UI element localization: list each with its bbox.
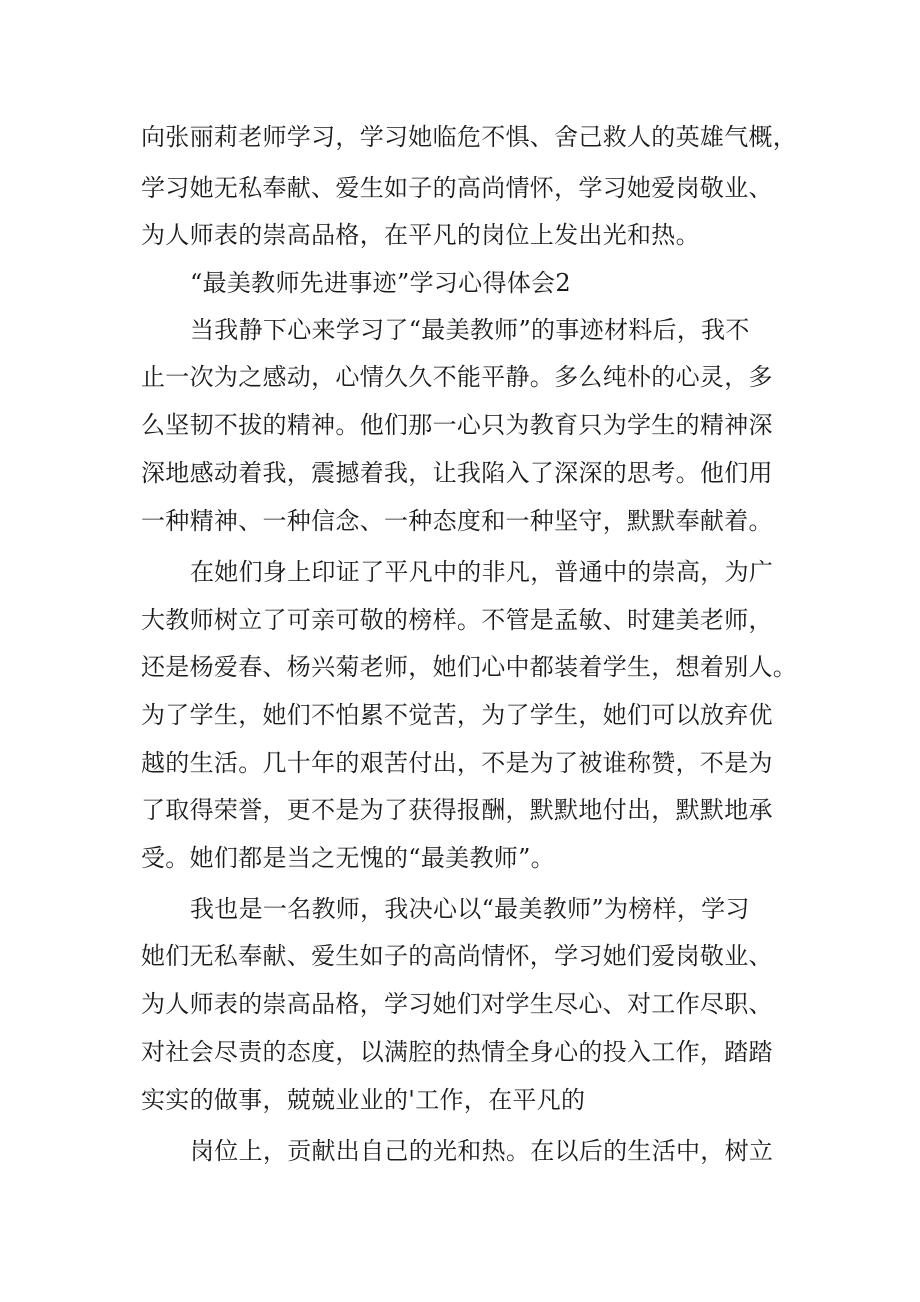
text-line: 大教师树立了可亲可敬的榜样。不管是孟敏、时建美老师， [141,606,773,634]
text-line: 实实的做事，兢兢业业的'工作，在平凡的 [141,1086,586,1114]
text-line: 对社会尽责的态度，以满腔的热情全身心的投入工作，踏踏 [141,1038,773,1066]
paragraph-first-line: 我也是一名教师，我决心以“最美教师”为榜样，学习 [190,895,750,923]
paragraph-first-line: 在她们身上印证了平凡中的非凡，普通中的崇高，为广 [190,558,774,586]
paragraph-first-line: 岗位上，贡献出自己的光和热。在以后的生活中，树立 [190,1137,774,1165]
text-line: 还是杨爱春、杨兴菊老师，她们心中都装着学生，想着别人。 [141,653,798,681]
text-line: 为人师表的崇高品格，在平凡的岗位上发出光和热。 [141,221,700,249]
text-line: 学习她无私奉献、爱生如子的高尚情怀，学习她爱岗敬业、 [141,174,773,202]
text-line: 了取得荣誉，更不是为了获得报酬，默默地付出，默默地承 [141,796,773,824]
section-heading: “最美教师先进事迹”学习心得体会2 [190,269,571,297]
text-line: 为了学生，她们不怕累不觉苦，为了学生，她们可以放弃优 [141,701,773,729]
text-line: 么坚韧不拔的精神。他们那一心只为教育只为学生的精神深 [141,411,773,439]
text-line: 受。她们都是当之无愧的“最美教师”。 [141,844,555,872]
text-line: 她们无私奉献、爱生如子的高尚情怀，学习她们爱岗敬业、 [141,942,773,970]
text-line: 一种精神、一种信念、一种态度和一种坚守，默默奉献着。 [141,507,773,535]
text-line: 为人师表的崇高品格，学习她们对学生尽心、对工作尽职、 [141,990,773,1018]
text-line: 止一次为之感动，心情久久不能平静。多么纯朴的心灵，多 [141,363,773,391]
text-line: 向张丽莉老师学习，学习她临危不惧、舍己救人的英雄气概， [141,123,798,151]
text-line: 深地感动着我，震撼着我，让我陷入了深深的思考。他们用 [141,459,773,487]
text-line: 越的生活。几十年的艰苦付出，不是为了被谁称赞，不是为 [141,749,773,777]
paragraph-first-line: 当我静下心来学习了“最美教师”的事迹材料后，我不 [190,316,750,344]
